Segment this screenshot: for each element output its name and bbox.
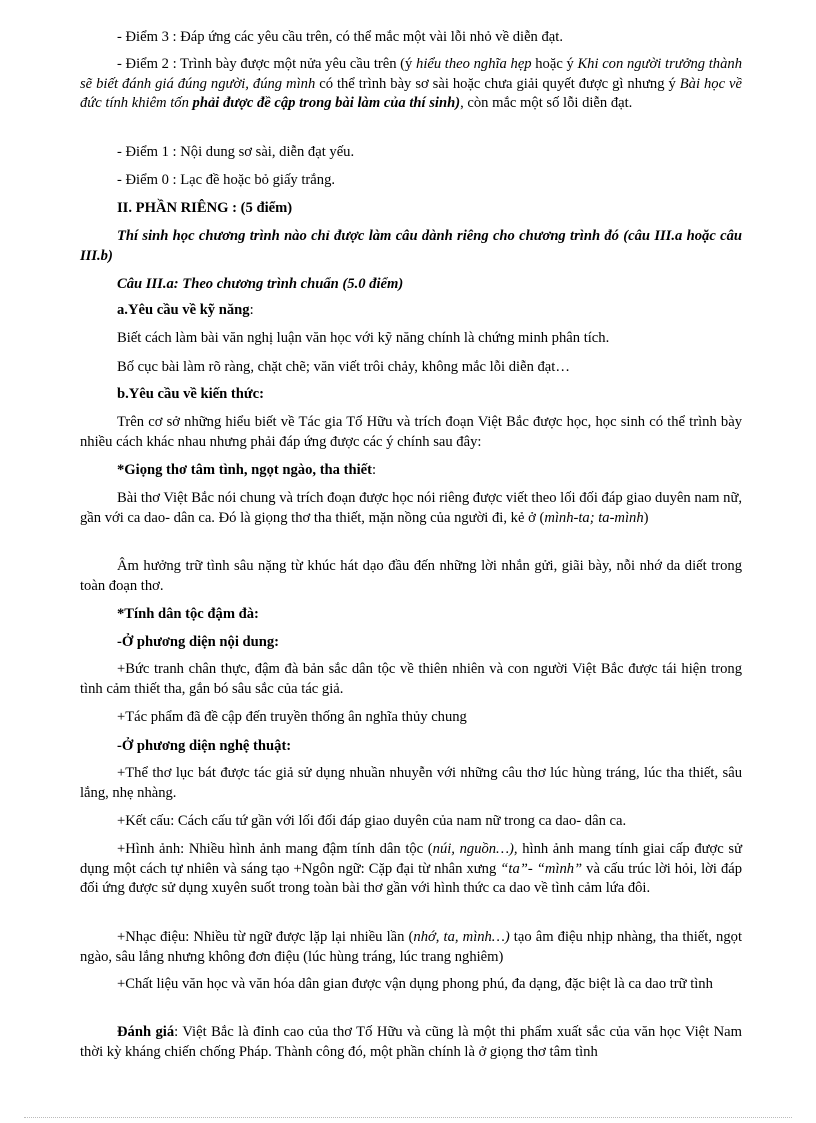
text: - Điểm 1 : Nội dung sơ sài, diễn đạt yếu.: [117, 144, 355, 160]
text: - Điểm 3 : Đáp ứng các yêu cầu trên, có thể mắc một vài lỗi nhỏ về diễn đạt.: [117, 29, 563, 45]
italic-text: “ta”- “mình”: [500, 860, 583, 877]
text: +Nhạc điệu: Nhiều từ ngữ được lặp lại nhiều lần (: [117, 929, 414, 945]
text: Biết cách làm bài văn nghị luận văn học với kỹ năng chính là chứng minh phân tích.: [117, 330, 610, 346]
text: :: [249, 302, 254, 318]
skill-heading: [80, 301, 742, 321]
text: - Điểm 0 : Lạc đề hoặc bỏ giấy trắng.: [117, 172, 336, 188]
content-item-2: [80, 708, 742, 728]
text: -Ở phương diện nghệ thuật:: [117, 738, 292, 754]
italic-text: mình-ta; ta-mình: [544, 509, 644, 526]
text: +Hình ảnh: Nhiều hình ảnh mang đậm tính dân tộc (: [117, 841, 433, 857]
content-item-1: [80, 660, 742, 699]
art-item-verse: [80, 764, 742, 803]
art-item-folk: [80, 975, 742, 995]
text: +Tác phẩm đã đề cập đến truyền thống ân nghĩa thủy chung: [117, 709, 467, 725]
text: Trên cơ sở những hiểu biết về Tác gia Tố Hữu và trích đoạn Việt Bắc được học, học sinh có thể trình bày nhiều cách khác nhau nhưng phải đáp ứng được các ý chính sau đây:: [80, 414, 742, 450]
text: b.Yêu cầu về kiến thức:: [117, 386, 264, 402]
text: :: [372, 462, 377, 478]
text: hoặc ý: [531, 56, 578, 72]
bold-text: Đánh giá: [117, 1024, 175, 1040]
evaluation-paragraph: [80, 1023, 742, 1062]
text: ): [643, 509, 649, 526]
section-heading: [80, 199, 742, 219]
text: Âm hưởng trữ tình sâu nặng từ khúc hát dạo đầu đến những lời nhắn gửi, giãi bày, nỗi nhớ da diết trong toàn đoạn thơ.: [80, 558, 742, 594]
italic-text: nhớ, ta, mình…): [413, 929, 510, 945]
knowledge-intro: [80, 413, 742, 452]
text: tạo âm điệu nhịp nhàng, tha thiết, ngọt ngào, sâu lắng nhưng không đơn điệu (lúc hùng tráng, lúc trang nghiêm): [80, 929, 742, 965]
voice-paragraph-1: [80, 489, 742, 528]
bold-italic-text: phải được đề cập trong bài làm của thí sinh): [188, 95, 461, 111]
text: +Bức tranh chân thực, đậm đà bản sắc dân tộc về thiên nhiên và con người Việt Bắc được tái hiện trong tình cảm thiết tha, gắn bó sâu sắc của tác giả.: [80, 661, 742, 697]
italic-text: Khi con người trưởng thành sẽ biết đánh giá đúng người, đúng mình: [80, 56, 742, 92]
skill-item-1: [80, 329, 742, 349]
text: -Ở phương diện nội dung:: [117, 634, 280, 650]
page-bottom-divider: [24, 1117, 792, 1118]
knowledge-heading: [80, 385, 742, 405]
skill-item-2: [80, 358, 742, 378]
text: có thể trình bày sơ sài hoặc chưa giải quyết được gì nhưng ý: [315, 75, 680, 92]
text: Câu III.a: Theo chương trình chuẩn (5.0 điểm): [117, 276, 404, 292]
text: - Điểm 2 : Trình bày được một nửa yêu cầu trên (ý: [117, 56, 417, 72]
voice-heading: [80, 461, 742, 481]
grading-point-3: [80, 28, 742, 48]
content-heading: [80, 633, 742, 653]
art-item-music: [80, 928, 742, 967]
art-heading: [80, 737, 742, 757]
text: Thí sinh học chương trình nào chỉ được làm câu dành riêng cho chương trình đó (câu III.a hoặc câu III.b): [80, 228, 742, 264]
grading-point-1: [80, 143, 742, 163]
italic-text: hiểu theo nghĩa hẹp: [416, 56, 532, 72]
text: +Kết cấu: Cách cấu tứ gần với lối đối đáp giao duyên của nam nữ trong ca dao- dân ca.: [117, 813, 627, 829]
text: hình ảnh mang tính giai cấp được sử dụng một cách tự nhiên và sáng tạo +Ngôn ngữ: Cặp đại từ nhân xưng: [80, 841, 742, 877]
text: +Chất liệu văn học và văn hóa dân gian được vận dụng phong phú, đa dạng, đặc biệt là ca dao trữ tình: [117, 976, 713, 992]
art-item-image: [80, 840, 742, 899]
text: và cấu trúc lời hỏi, lời đáp đối ứng được sử dụng xuyên suốt trong toàn bài thơ gần với hình thức ca dao về tình cảm lứa đôi.: [80, 860, 743, 896]
question-heading: [80, 275, 742, 295]
text: *Tính dân tộc đậm đà:: [117, 606, 259, 622]
bold-text: *Giọng thơ tâm tình, ngọt ngào, tha thiết: [117, 462, 372, 478]
grading-point-2: [80, 55, 742, 114]
text: Bố cục bài làm rõ ràng, chặt chẽ; văn viết trôi chảy, không mắc lỗi diễn đạt…: [117, 359, 570, 375]
italic-text: Bài học về đức tính khiêm tốn: [80, 75, 742, 111]
text: , còn mắc một số lỗi diễn đạt.: [460, 95, 633, 111]
text: II. PHẦN RIÊNG : (5 điểm): [117, 200, 293, 216]
italic-text: núi, nguồn…),: [432, 841, 518, 857]
voice-paragraph-2: [80, 557, 742, 596]
art-item-structure: [80, 812, 742, 832]
national-heading: [80, 605, 742, 625]
text: : Việt Bắc là đỉnh cao của thơ Tố Hữu và cũng là một thi phẩm xuất sắc của văn học Việt Nam thời kỳ kháng chiến chống Pháp. Thành công đó, một phần chính là ở giọng thơ tâm tình: [80, 1024, 742, 1060]
grading-point-0: [80, 171, 742, 191]
instruction-paragraph: [80, 227, 742, 266]
text: Bài thơ Việt Bắc nói chung và trích đoạn được học nói riêng được viết theo lối đối đáp giao duyên nam nữ, gần với ca dao- dân ca. Đó là giọng thơ tha thiết, mặn nồng của người đi, kẻ ở (: [80, 490, 742, 526]
bold-text: a.Yêu cầu về kỹ năng: [117, 302, 250, 318]
text: +Thể thơ lục bát được tác giả sử dụng nhuần nhuyễn với những câu thơ lúc hùng tráng, lúc tha thiết, sâu lắng, nhẹ nhàng.: [80, 765, 742, 801]
